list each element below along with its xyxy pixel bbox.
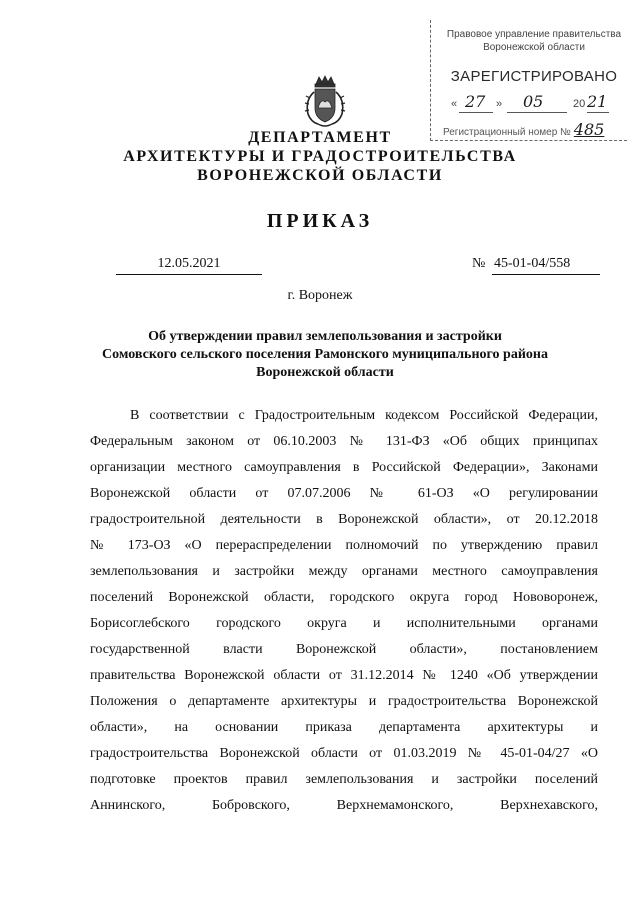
body-line: градостроительства Воронежской области от 01.03.2019 № 45-01-04/27 «О [90, 746, 598, 761]
stamp-day-handwritten: 27 [465, 92, 486, 111]
order-number-value: 45-01-04/558 [492, 256, 600, 275]
stamp-number-label: Регистрационный номер № [443, 127, 571, 138]
dept-line1: ДЕПАРТАМЕНТ [248, 129, 392, 146]
body-line: № 173-ОЗ «О перераспределении полномочий по утверждению правил [90, 538, 598, 553]
subject-line2: Сомовского сельского поселения Рамонского муниципального района [102, 347, 548, 362]
order-number-label: № [472, 256, 486, 271]
coat-of-arms-icon [302, 74, 348, 130]
body-line: Аннинского, Бобровского, Верхнемамонского, Верхнехавского, [90, 798, 598, 813]
order-subject [60, 328, 590, 382]
body-line: Федеральным законом от 06.10.2003 № 131-ФЗ «Об общих принципах [90, 434, 598, 449]
stamp-org-line2: Воронежской области [483, 42, 585, 53]
stamp-year-line [587, 112, 609, 113]
body-line: Борисоглебского городского округа и исполнительными органами [90, 616, 598, 631]
stamp-quote-open: « [451, 98, 458, 110]
order-date: 12.05.2021 [116, 256, 262, 275]
stamp-quote-close: » [496, 98, 503, 110]
body-line: поселений Воронежской области, городского округа город Нововоронеж, [90, 590, 598, 605]
body-line: В соответствии с Градостроительным кодексом Российской Федерации, [130, 408, 598, 423]
order-body [90, 403, 598, 819]
stamp-date [451, 92, 621, 116]
body-line: градостроительной деятельности в Воронежской области», от 20.12.2018 [90, 512, 598, 527]
body-line: землепользования и застройки между органами местного самоуправления [90, 564, 598, 579]
registration-stamp [430, 20, 627, 141]
body-line: правительства Воронежской области от 31.12.2014 № 1240 «Об утверждении [90, 668, 598, 683]
body-line: Положения о департаменте архитектуры и градостроительства Воронежской [90, 694, 598, 709]
stamp-org-line1: Правовое управление правительства [446, 29, 622, 40]
body-line: Воронежской области от 07.07.2006 № 61-ОЗ «О регулировании [90, 486, 598, 501]
stamp-year-prefix: 20 [573, 98, 586, 110]
order-title: ПРИКАЗ [266, 210, 374, 232]
stamp-organization [431, 20, 627, 54]
body-line: подготовке проектов правил землепользования и застройки поселений [90, 772, 598, 787]
stamp-month-handwritten: 05 [523, 92, 544, 111]
city: г. Воронеж [287, 288, 353, 303]
body-line: области», на основании приказа департамента архитектуры и [90, 720, 598, 735]
dept-line2: АРХИТЕКТУРЫ И ГРАДОСТРОИТЕЛЬСТВА [123, 148, 517, 165]
stamp-registered-label: ЗАРЕГИСТРИРОВАНО [450, 68, 618, 85]
body-line: государственной власти Воронежской области», постановлением [90, 642, 598, 657]
stamp-number-handwritten: 485 [573, 120, 605, 139]
subject-line3: Воронежской области [256, 365, 394, 380]
stamp-year-handwritten: 21 [587, 92, 608, 111]
department-name [0, 128, 640, 185]
stamp-day-line [459, 112, 493, 113]
dept-line3: ВОРОНЕЖСКОЙ ОБЛАСТИ [197, 167, 443, 184]
body-line: организации местного самоуправления в Российской Федерации», Законами [90, 460, 598, 475]
stamp-month-line [507, 112, 567, 113]
subject-line1: Об утверждении правил землепользования и застройки [148, 329, 502, 344]
